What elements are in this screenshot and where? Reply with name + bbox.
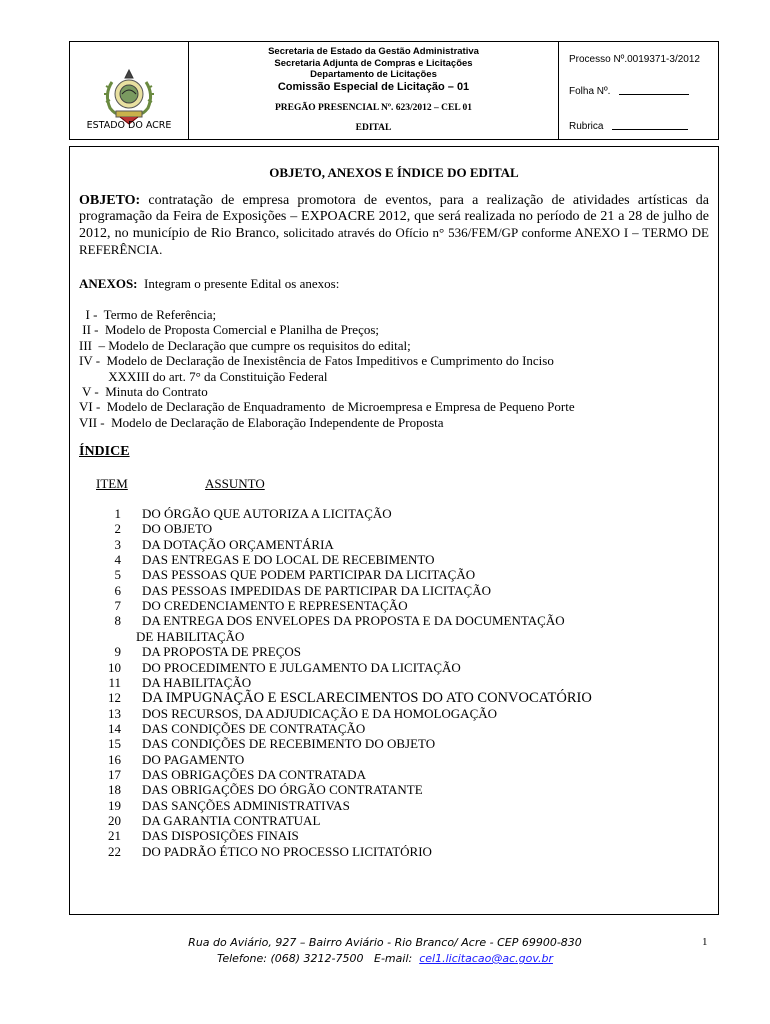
index-item-number: 9 [114,644,121,660]
index-row [70,706,718,721]
index-row [70,782,718,797]
index-item-subject: DA DOTAÇÃO ORÇAMENTÁRIA [142,536,334,552]
index-item-number: 16 [108,751,121,767]
index-item-subject: DA IMPUGNAÇÃO E ESCLARECIMENTOS DO ATO CONVOCATÓRIO [142,690,592,707]
index-row [70,844,718,859]
index-item-number: 12 [108,690,121,706]
annex-item: V - Minuta do Contrato [79,384,208,400]
index-item-number: 1 [114,506,121,521]
index-item-subject: DAS SANÇÕES ADMINISTRATIVAS [142,797,350,813]
anexos-label: ANEXOS: [79,276,138,291]
processo-number: Processo Nº.0019371-3/2012 [569,54,700,65]
folha-label: Folha Nº. [569,86,611,97]
comissao-line: Comissão Especial de Licitação – 01 [277,81,470,93]
index-row [70,613,718,628]
document-header [69,41,719,140]
index-item-number: 7 [114,598,121,614]
objeto-text: contratação de empresa promotora de eventos, para a realização de atividades artísticas da programação da Feira de Exposições – EXPOACRE 2012, que será realizada no período de 21 a 28 de julho de 2012, no município de Rio Branco, [79,193,710,241]
column-header-item: ITEM [96,476,128,491]
secretaria-adjunta-line: Secretaria Adjunta de Compras e Licitações [274,58,473,69]
departamento-line: Departamento de Licitações [310,69,437,80]
annex-item: I - Termo de Referência; [79,307,217,322]
index-item-number: 22 [108,843,121,859]
annex-item: XXXIII do art. 7° da Constituição Federal [79,368,328,384]
index-row [70,598,718,613]
footer-email-label: E-mail: [374,952,413,965]
pregao-line: PREGÃO PRESENCIAL Nº. 623/2012 – CEL 01 [274,103,473,113]
index-row [70,690,718,705]
index-item-subject: DA GARANTIA CONTRATUAL [142,813,321,828]
index-item-number: 10 [108,659,121,675]
index-item-number: 8 [114,613,121,629]
index-item-number: 4 [114,552,121,568]
annex-item: III – Modelo de Declaração que cumpre os requisitos do edital; [79,337,411,353]
anexos-heading [79,276,339,292]
index-item-subject: DO PROCEDIMENTO E JULGAMENTO DA LICITAÇÃO [142,659,461,675]
secretaria-line: Secretaria de Estado da Gestão Administrativa [268,46,479,57]
anexos-intro: Integram o presente Edital os anexos: [144,276,340,291]
index-row [70,721,718,736]
index-item-number: 21 [108,828,121,844]
page-number: 1 [702,936,708,948]
index-item-subject: DO ÓRGÃO QUE AUTORIZA A LICITAÇÃO [142,506,392,521]
folha-field [569,86,712,97]
index-item-subject: DAS CONDIÇÕES DE CONTRATAÇÃO [142,720,366,736]
index-item-number: 18 [108,782,121,798]
footer-contact [0,952,770,965]
index-item-subject: DOS RECURSOS, DA ADJUDICAÇÃO E DA HOMOLOGAÇÃO [142,705,498,721]
index-row [70,675,718,690]
index-item-subject: DA ENTREGA DOS ENVELOPES DA PROPOSTA E DA DOCUMENTAÇÃO [142,613,565,629]
rubrica-label: Rubrica [569,121,604,132]
process-cell [559,42,718,139]
index-row [70,552,718,567]
state-label: ESTADO DO ACRE [86,120,172,131]
index-item-subject: DO OBJETO [142,521,213,537]
index-row [70,736,718,751]
index-item-number: 6 [114,582,121,598]
index-item-subject: DAS PESSOAS QUE PODEM PARTICIPAR DA LICITAÇÃO [142,567,476,583]
index-item-number: 20 [108,813,121,828]
annex-item: VII - Modelo de Declaração de Elaboração Independente de Proposta [79,414,444,430]
annex-item: IV - Modelo de Declaração de Inexistência de Fatos Impeditivos e Cumprimento do Inciso [79,353,554,369]
index-item-number: 11 [108,674,121,690]
institution-cell [189,42,559,139]
index-item-subject: DA HABILITAÇÃO [142,674,252,690]
edital-body [69,146,719,915]
index-item-number: 5 [114,567,121,583]
indice-heading: ÍNDICE [79,444,130,459]
index-row [70,506,718,521]
index-item-number: 3 [114,536,121,552]
objeto-label: OBJETO: [79,193,141,208]
index-item-number: 19 [108,797,121,813]
annex-list [79,307,575,430]
edital-line: EDITAL [355,123,392,133]
index-row [70,537,718,552]
index-item-subject: DAS OBRIGAÇÕES DO ÓRGÃO CONTRATANTE [142,782,423,798]
index-item-subject: DO PADRÃO ÉTICO NO PROCESSO LICITATÓRIO [142,843,432,859]
index-row [70,767,718,782]
index-item-subject: DAS DISPOSIÇÕES FINAIS [142,828,299,844]
section-title: OBJETO, ANEXOS E ÍNDICE DO EDITAL [269,165,519,180]
folha-blank [619,94,689,95]
index-row [70,798,718,813]
index-item-subject: DAS CONDIÇÕES DE RECEBIMENTO DO OBJETO [142,736,436,752]
footer-email-link[interactable]: cel1.licitacao@ac.gov.br [419,952,553,965]
index-item-subject: DO CREDENCIAMENTO E REPRESENTAÇÃO [142,598,408,614]
index-item-subject: DAS OBRIGAÇÕES DA CONTRATADA [142,766,366,782]
index-row-continuation [70,629,718,644]
index-item-subject: DAS PESSOAS IMPEDIDAS DE PARTICIPAR DA LICITAÇÃO [142,582,492,598]
objeto-paragraph [79,193,709,259]
footer-address: Rua do Aviário, 927 – Bairro Aviário - Rio Branco/ Acre - CEP 69900-830 [188,936,582,949]
rubrica-blank [612,129,688,130]
index-row [70,660,718,675]
index-item-subject-continuation: DE HABILITAÇÃO [136,628,245,644]
annex-item: II - Modelo de Proposta Comercial e Planilha de Preços; [79,322,380,338]
index-row [70,752,718,767]
index-row [70,521,718,536]
footer-phone: Telefone: (068) 3212-7500 [216,952,364,965]
index-row [70,644,718,659]
index-item-subject: DA PROPOSTA DE PREÇOS [142,644,301,660]
index-row [70,813,718,828]
index-item-subject: DO PAGAMENTO [142,751,245,767]
index-item-number: 14 [108,720,121,736]
index-item-number: 17 [108,766,121,782]
logo-cell [70,42,189,139]
annex-item: VI - Modelo de Declaração de Enquadramento de Microempresa e Empresa de Pequeno Porte [79,399,575,415]
objeto-text-reference: solicitado através do Ofício n° 536/FEM/GP conforme ANEXO I – TERMO DE REFERÊNCIA. [79,225,709,257]
index-item-number: 2 [114,521,121,537]
index-item-subject: DAS ENTREGAS E DO LOCAL DE RECEBIMENTO [142,552,435,568]
index-row [70,828,718,843]
index-row [70,583,718,598]
index-item-number: 13 [108,705,121,721]
index-item-number: 15 [108,736,121,752]
rubrica-field [569,121,712,132]
column-header-assunto: ASSUNTO [205,476,265,491]
index-row [70,567,718,582]
